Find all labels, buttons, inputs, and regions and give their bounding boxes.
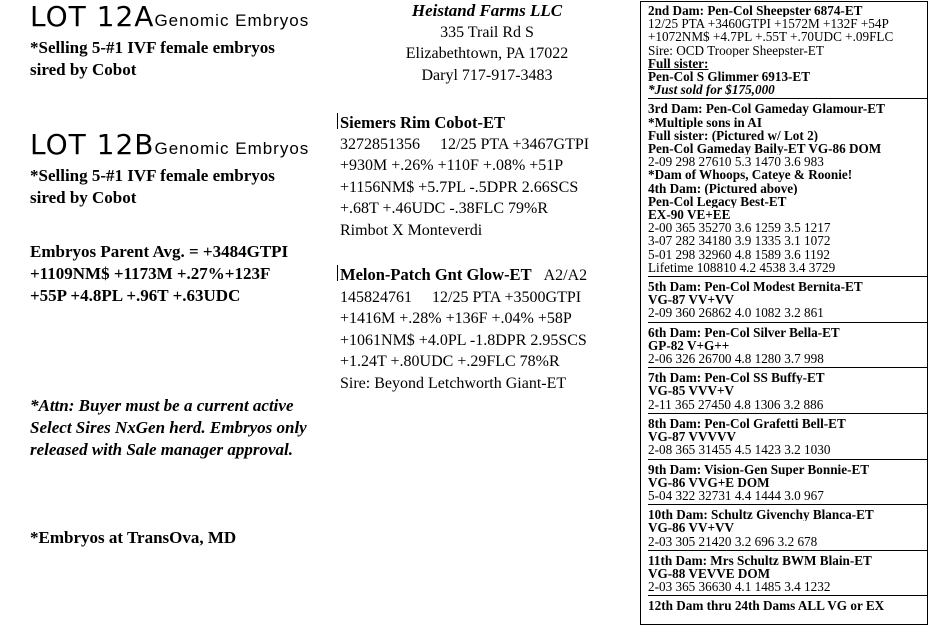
pedigree-line: 8th Dam: Pen-Col Grafetti Bell-ET bbox=[648, 416, 846, 431]
sire-line-3: +1156NM$ +5.7PL -.5DPR 2.66SCS bbox=[340, 178, 579, 196]
pedigree-line: 2-11 365 27450 4.8 1306 3.2 886 bbox=[648, 397, 824, 411]
lot-12a-number: LOT 12A bbox=[30, 0, 155, 33]
lot-12a-subtitle: Genomic Embryos bbox=[154, 11, 310, 30]
lot-12b-heading bbox=[30, 128, 309, 161]
pedigree-line: EX-90 VE+EE bbox=[648, 208, 731, 222]
pedigree-line: *Multiple sons in AI bbox=[648, 115, 762, 129]
attention-line1: *Attn: Buyer must be a current active bbox=[30, 396, 294, 415]
pedigree-box bbox=[640, 1, 928, 625]
sire-line-4: +.68T +.46UDC -.38FLC 79%R bbox=[340, 200, 548, 217]
attention-note bbox=[30, 395, 307, 461]
pedigree-line: VG-85 VVV+V bbox=[648, 384, 735, 398]
pedigree-line: +1072NM$ +4.7PL +.55T +.70UDC +.09FLC bbox=[648, 30, 894, 44]
pedigree-line: Lifetime 108810 4.2 4538 3.4 3729 bbox=[648, 260, 836, 275]
pedigree-line: VG-86 VV+VV bbox=[648, 521, 735, 535]
parent-average-line1: Embryos Parent Avg. = +3484GTPI bbox=[30, 242, 289, 261]
pedigree-line: 2-00 365 35270 3.6 1259 3.5 1217 bbox=[648, 221, 831, 235]
lot-12b-line1: *Selling 5-#1 IVF female embryos bbox=[30, 166, 275, 185]
parent-average bbox=[30, 241, 288, 307]
lot-12b-description bbox=[30, 165, 275, 209]
sire-block bbox=[340, 112, 589, 241]
pedigree-line: 12th Dam thru 24th Dams ALL VG or EX bbox=[648, 599, 885, 613]
pedigree-section bbox=[648, 367, 927, 413]
pedigree-line: 5th Dam: Pen-Col Modest Bernita-ET bbox=[648, 280, 863, 294]
pedigree-line: 2-03 365 36630 4.1 1485 3.4 1232 bbox=[648, 580, 831, 594]
seller-info bbox=[362, 0, 612, 86]
pedigree-line: Sire: OCD Trooper Sheepster-ET bbox=[648, 43, 824, 57]
pedigree-line: 2-06 326 26700 4.8 1280 3.7 998 bbox=[648, 352, 824, 366]
pedigree-section bbox=[648, 459, 927, 505]
pedigree-line: 2-08 365 31455 4.5 1423 3.2 1030 bbox=[648, 443, 831, 457]
pedigree-section bbox=[648, 4, 927, 98]
sire-line-5: Rimbot X Monteverdi bbox=[340, 221, 483, 239]
pedigree-line: 4th Dam: (Pictured above) bbox=[648, 181, 798, 195]
pedigree-line: Pen-Col Gameday Baily-ET VG-86 DOM bbox=[648, 142, 882, 156]
attention-line3: released with Sale manager approval. bbox=[30, 440, 294, 459]
lot-12a-line1: *Selling 5-#1 IVF female embryos bbox=[30, 38, 275, 57]
dam-divider bbox=[337, 265, 338, 281]
seller-name: Heistand Farms LLC bbox=[411, 1, 563, 20]
sire-name: Siemers Rim Cobot-ET bbox=[340, 113, 505, 132]
dam-line-1: 145824761 12/25 PTA +3500GTPI bbox=[340, 288, 582, 306]
pedigree-section bbox=[648, 276, 927, 322]
pedigree-line: 10th Dam: Schultz Givenchy Blanca-ET bbox=[648, 508, 874, 522]
pedigree-line: 2nd Dam: Pen-Col Sheepster 6874-ET bbox=[648, 4, 863, 18]
pedigree-line: 5-04 322 32731 4.4 1444 3.0 967 bbox=[648, 488, 824, 503]
pedigree-line: Full sister: bbox=[648, 56, 709, 71]
lot-12a-line2: sired by Cobot bbox=[30, 60, 137, 79]
pedigree-section bbox=[648, 98, 927, 276]
lot-12a-description bbox=[30, 37, 275, 81]
pedigree-section bbox=[648, 595, 927, 614]
pedigree-line: 11th Dam: Mrs Schultz BWM Blain-ET bbox=[648, 553, 872, 567]
pedigree-line: Pen-Col Legacy Best-ET bbox=[648, 194, 787, 209]
dam-line-2: +1416M +.28% +136F +.04% +58P bbox=[340, 310, 572, 327]
pedigree-line: 7th Dam: Pen-Col SS Buffy-ET bbox=[648, 371, 825, 385]
pedigree-line: VG-87 VV+VV bbox=[648, 293, 735, 307]
pedigree-line: VG-88 VEVVE DOM bbox=[648, 566, 771, 581]
dam-name: Melon-Patch Gnt Glow-ET bbox=[340, 265, 532, 284]
pedigree-line: 2-09 360 26862 4.0 1082 3.2 861 bbox=[648, 306, 824, 320]
dam-line-5: Sire: Beyond Letchworth Giant-ET bbox=[340, 374, 567, 392]
pedigree-line: Pen-Col S Glimmer 6913-ET bbox=[648, 70, 811, 84]
attention-line2: Select Sires NxGen herd. Embryos only bbox=[30, 418, 307, 437]
pedigree-line: 2-03 305 21420 3.2 696 3.2 678 bbox=[648, 534, 818, 548]
seller-city: Elizabethtown, PA 17022 bbox=[405, 45, 569, 62]
pedigree-line: *Dam of Whoops, Cateye & Roonie! bbox=[648, 168, 853, 182]
sire-divider bbox=[337, 113, 338, 129]
pedigree-line: 12/25 PTA +3460GTPI +1572M +132F +54P bbox=[648, 17, 889, 31]
pedigree-line: VG-86 VVG+E DOM bbox=[648, 475, 770, 489]
pedigree-line: 6th Dam: Pen-Col Silver Bella-ET bbox=[648, 325, 840, 339]
dam-line-3: +1061NM$ +4.0PL -1.8DPR 2.95SCS bbox=[340, 331, 587, 349]
embryo-location-note: *Embryos at TransOva, MD bbox=[30, 528, 237, 547]
pedigree-line: 3rd Dam: Pen-Col Gameday Glamour-ET bbox=[648, 102, 885, 116]
sire-line-2: +930M +.26% +110F +.08% +51P bbox=[340, 157, 564, 174]
lot-12b-number: LOT 12B bbox=[30, 128, 155, 161]
sire-line-1: 3272851356 12/25 PTA +3467GTPI bbox=[340, 135, 590, 153]
pedigree-section bbox=[648, 504, 927, 550]
pedigree-section bbox=[648, 413, 927, 459]
dam-genotype: A2/A2 bbox=[543, 267, 588, 284]
parent-average-line3: +55P +4.8PL +.96T +.63UDC bbox=[30, 286, 241, 305]
pedigree-section bbox=[648, 550, 927, 596]
lot-12b-line2: sired by Cobot bbox=[30, 188, 137, 207]
dam-line-4: +1.24T +.80UDC +.29FLC 78%R bbox=[340, 353, 560, 370]
lot-12b-subtitle: Genomic Embryos bbox=[154, 139, 310, 158]
pedigree-line: Full sister: (Pictured w/ Lot 2) bbox=[648, 128, 819, 143]
pedigree-section bbox=[648, 322, 927, 368]
pedigree-line: 9th Dam: Vision-Gen Super Bonnie-ET bbox=[648, 462, 870, 476]
pedigree-line: VG-87 VVVVV bbox=[648, 430, 737, 444]
pedigree-line: 3-07 282 34180 3.9 1335 3.1 1072 bbox=[648, 234, 831, 248]
pedigree-line: 2-09 298 27610 5.3 1470 3.6 983 bbox=[648, 155, 824, 169]
parent-average-line2: +1109NM$ +1173M +.27%+123F bbox=[30, 264, 271, 283]
lot-12a-heading bbox=[30, 0, 309, 33]
seller-contact: Daryl 717-917-3483 bbox=[421, 66, 553, 84]
pedigree-line: 5-01 298 32960 4.8 1589 3.6 1192 bbox=[648, 247, 830, 261]
pedigree-line: GP-82 V+G++ bbox=[648, 338, 730, 353]
dam-block bbox=[340, 264, 587, 394]
pedigree-line: *Just sold for $175,000 bbox=[648, 83, 775, 97]
seller-street: 335 Trail Rd S bbox=[440, 23, 534, 41]
